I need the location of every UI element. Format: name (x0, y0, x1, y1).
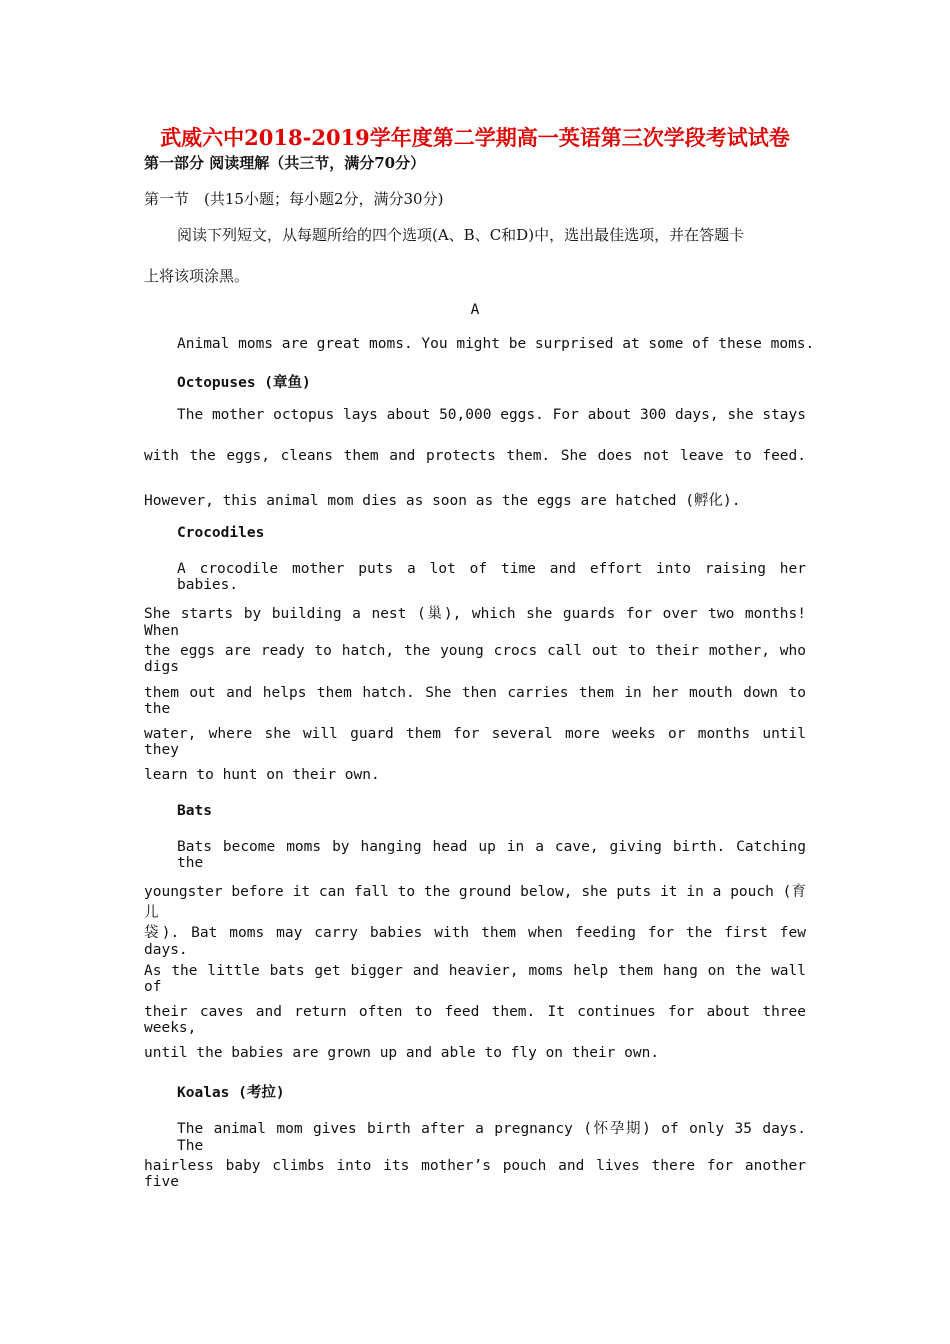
part-heading: 第一部分 阅读理解（共三节，满分70分） (144, 154, 426, 172)
paragraph-line: youngster before it can fall to the ground below, she puts it in a pouch (育儿 (144, 884, 806, 921)
paragraph-line: them out and helps them hatch. She then carries them in her mouth down to the (144, 685, 806, 717)
paragraph-line: The mother octopus lays about 50,000 eggs. For about 300 days, she stays (177, 407, 806, 423)
paragraph-line: The animal mom gives birth after a pregnancy (怀孕期) of only 35 days. The (177, 1121, 806, 1154)
paragraph-line: their caves and return often to feed them. It continues for about three weeks, (144, 1004, 806, 1036)
passage-label: A (470, 302, 480, 318)
paragraph-line: the eggs are ready to hatch, the young crocs call out to their mother, who digs (144, 643, 806, 675)
paragraph-line: water, where she will guard them for several more weeks or months until they (144, 726, 806, 758)
exam-title: 武威六中2018-2019学年度第二学期高一英语第三次学段考试试卷 (160, 125, 790, 150)
paragraph-line: learn to hunt on their own. (144, 767, 380, 783)
section-title-koalas: Koalas (考拉) (177, 1085, 285, 1101)
paragraph-line: However, this animal mom dies as soon as the eggs are hatched (孵化). (144, 493, 741, 509)
paragraph-line: until the babies are grown up and able to fly on their own. (144, 1045, 660, 1061)
section-title-bats: Bats (177, 803, 212, 819)
paragraph-line: with the eggs, cleans them and protects them. She does not leave to feed. (144, 448, 806, 464)
section-title-crocodiles: Crocodiles (177, 525, 265, 541)
section-title-octopuses: Octopuses (章鱼) (177, 375, 311, 391)
section-heading: 第一节 (共15小题；每小题2分，满分30分) (144, 190, 444, 208)
paragraph-line: 袋). Bat moms may carry babies with them when feeding for the first few days. (144, 925, 806, 958)
paragraph-line: Bats become moms by hanging head up in a cave, giving birth. Catching the (177, 839, 806, 871)
paragraph-line: As the little bats get bigger and heavier, moms help them hang on the wall of (144, 963, 806, 995)
paragraph-line: She starts by building a nest (巢), which she guards for over two months! When (144, 606, 806, 639)
instruction-line: 阅读下列短文，从每题所给的四个选项(A、B、C和D)中，选出最佳选项，并在答题卡 (177, 226, 745, 244)
paragraph-line: hairless baby climbs into its mother’s pouch and lives there for another five (144, 1158, 806, 1190)
instruction-line: 上将该项涂黑。 (144, 267, 250, 285)
passage-intro: Animal moms are great moms. You might be surprised at some of these moms. (177, 336, 815, 352)
paragraph-line: A crocodile mother puts a lot of time and effort into raising her babies. (177, 561, 806, 593)
